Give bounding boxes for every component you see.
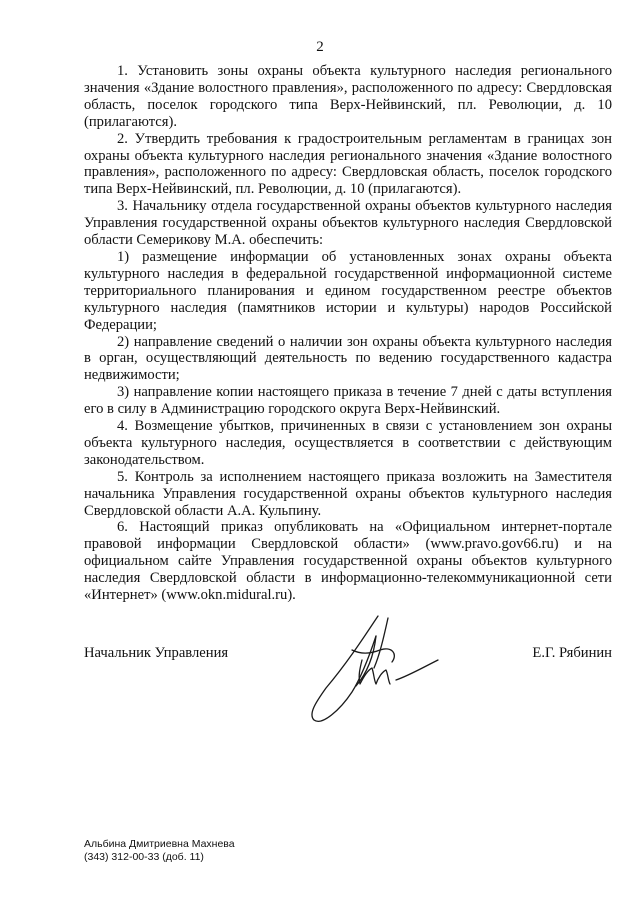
contact-info — [84, 838, 235, 863]
paragraph-5: 5. Контроль за исполнением настоящего приказа возложить на Заместителя начальника Управления государственной охраны объектов культурного наследия Свердловской области А.А. Кульпину. — [84, 468, 612, 519]
paragraph-4: 4. Возмещение убытков, причиненных в связи с установлением зон охраны объекта культурного наследия, осуществляется в соответствии с действующим законодательством. — [84, 418, 612, 468]
paragraph-1: 1. Установить зоны охраны объекта культурного наследия регионального значения «Здание волостного правления», расположенного по адресу: Свердловская область, поселок городского типа Верх-Нейвинский, пл. Революции, д. 10 (прилагаются). — [84, 63, 612, 130]
handwritten-signature — [296, 610, 466, 730]
paragraph-2: 2. Утвердить требования к градостроительным регламентам в границах зон охраны объекта культурного наследия регионального значения «Здание волостного правления», расположенного по адресу: Свердловская область, поселок городского типа Верх-Нейвинский, пл. Революции, д. 10 (прилагаются). — [84, 130, 612, 198]
contact-name: Альбина Дмитриевна Махнева — [84, 838, 235, 850]
paragraph-3-item-1: 1) размещение информации об установленных зонах охраны объекта культурного наследия в федеральной государственной информационной системе территориального планирования и едином государственном реестре объектов культурного наследия (памятников истории и культуры) народов Российской Федерации; — [84, 248, 612, 333]
signer-name: Е.Г. Рябинин — [532, 645, 612, 661]
document-body — [84, 63, 612, 604]
paragraph-3-item-3: 3) направление копии настоящего приказа в течение 7 дней с даты вступления его в силу в Администрацию городского округа Верх-Нейвинский. — [84, 384, 612, 418]
paragraph-3: 3. Начальнику отдела государственной охраны объектов культурного наследия Управления государственной охраны объектов культурного наследия Свердловской области Семерикову М.А. обеспечить: — [84, 198, 612, 249]
signer-title: Начальник Управления — [84, 645, 229, 661]
page-number: 2 — [316, 39, 324, 55]
contact-phone: (343) 312-00-33 (доб. 11) — [84, 850, 204, 863]
paragraph-3-item-2: 2) направление сведений о наличии зон охраны объекта культурного наследия в орган, осуществляющий деятельность по ведению государственного кадастра недвижимости; — [84, 333, 612, 384]
paragraph-6: 6. Настоящий приказ опубликовать на «Официальном интернет-портале правовой информации Свердловской области» (www.pravo.gov66.ru) и на официальном сайте Управления государственной охраны объектов культурного наследия Свердловской области в информационно-телекоммуникационной сети «Интернет» (www.okn.midural.ru). — [84, 519, 612, 604]
